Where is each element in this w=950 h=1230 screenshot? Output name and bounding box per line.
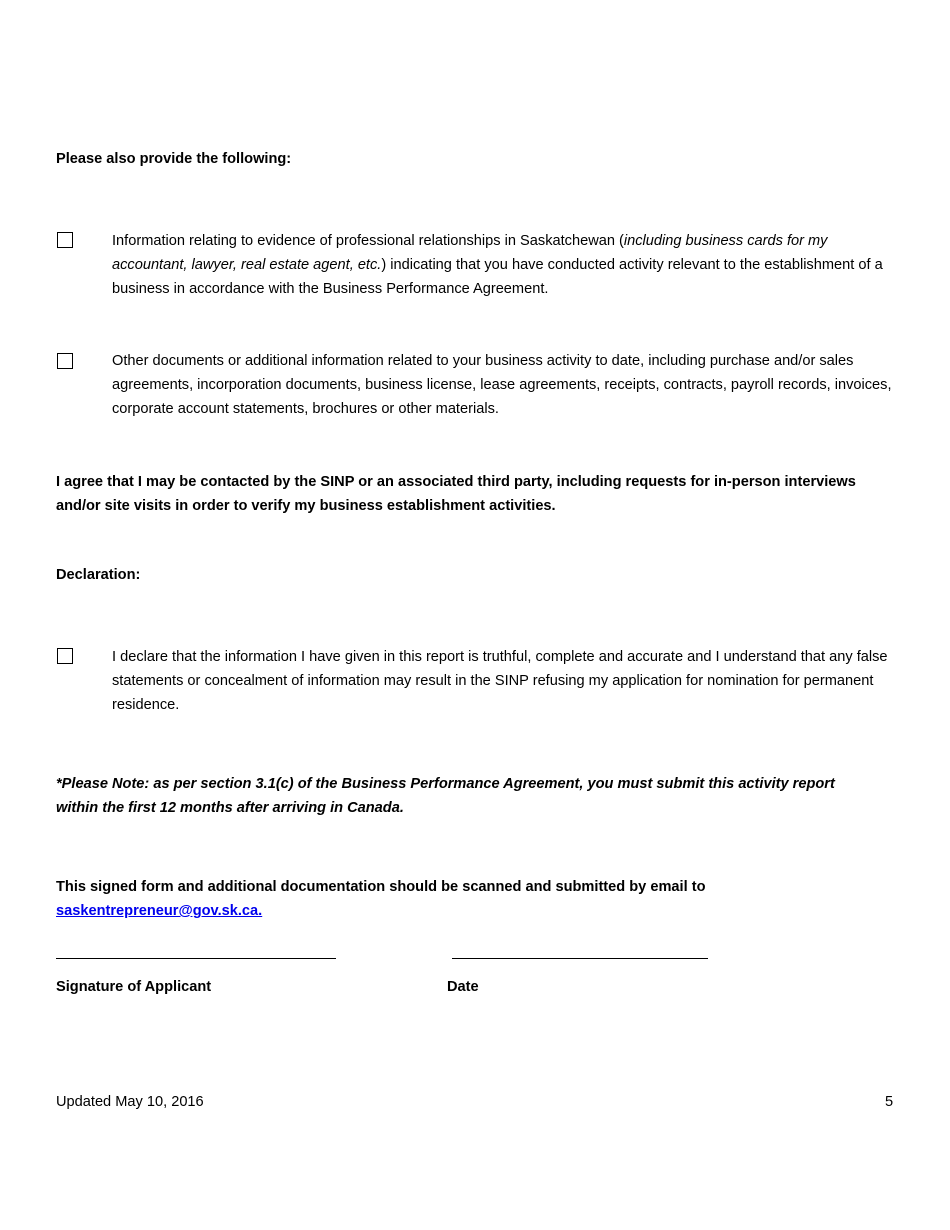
signature-label: Signature of Applicant [56, 979, 212, 995]
submission-instructions [56, 875, 896, 923]
other-documents-text: Other documents or additional information related to your business activity to date, including purchase and/or sales agreements, incorporation documents, business license, lease agreements, receipts, contracts, payroll records, invoices, corporate account statements, brochures or other materials. [112, 353, 892, 417]
section-heading: Please also provide the following: [56, 151, 292, 167]
email-link[interactable]: saskentrepreneur@gov.sk.ca. [56, 903, 263, 919]
declaration-heading: Declaration: [56, 567, 141, 583]
submission-text: This signed form and additional documentation should be scanned and submitted by email to [56, 879, 706, 895]
declaration-checkbox[interactable] [57, 648, 73, 664]
date-line [452, 958, 708, 959]
footer-updated-date: Updated May 10, 2016 [56, 1094, 204, 1110]
declaration-text: I declare that the information I have given in this report is truthful, complete and accurate and I understand that any false statements or concealment of information may result in the SINP refusing my application for nomination for permanent residence. [112, 649, 888, 713]
other-documents-checkbox[interactable] [57, 353, 73, 369]
signature-line [56, 958, 336, 959]
item-text-end: ) indicating that you have conducted activity relevant to the establishment of a business in accordance with the Business Performance Agreement. [112, 257, 883, 297]
agreement-text: I agree that I may be contacted by the SINP or an associated third party, including requests for in-person interviews and/or site visits in order to verify my business establishment activities. [56, 474, 856, 514]
item-text-italic: including business cards for my accountant, lawyer, real estate agent, etc. [112, 233, 828, 273]
item-text-start: Information relating to evidence of professional relationships in Saskatchewan ( [112, 233, 624, 249]
professional-relationships-checkbox[interactable] [57, 232, 73, 248]
please-note-text: *Please Note: as per section 3.1(c) of the Business Performance Agreement, you must submit this activity report within the first 12 months after arriving in Canada. [56, 776, 835, 816]
professional-relationships-text [112, 229, 897, 301]
date-label: Date [447, 979, 479, 995]
page-number: 5 [885, 1094, 894, 1110]
